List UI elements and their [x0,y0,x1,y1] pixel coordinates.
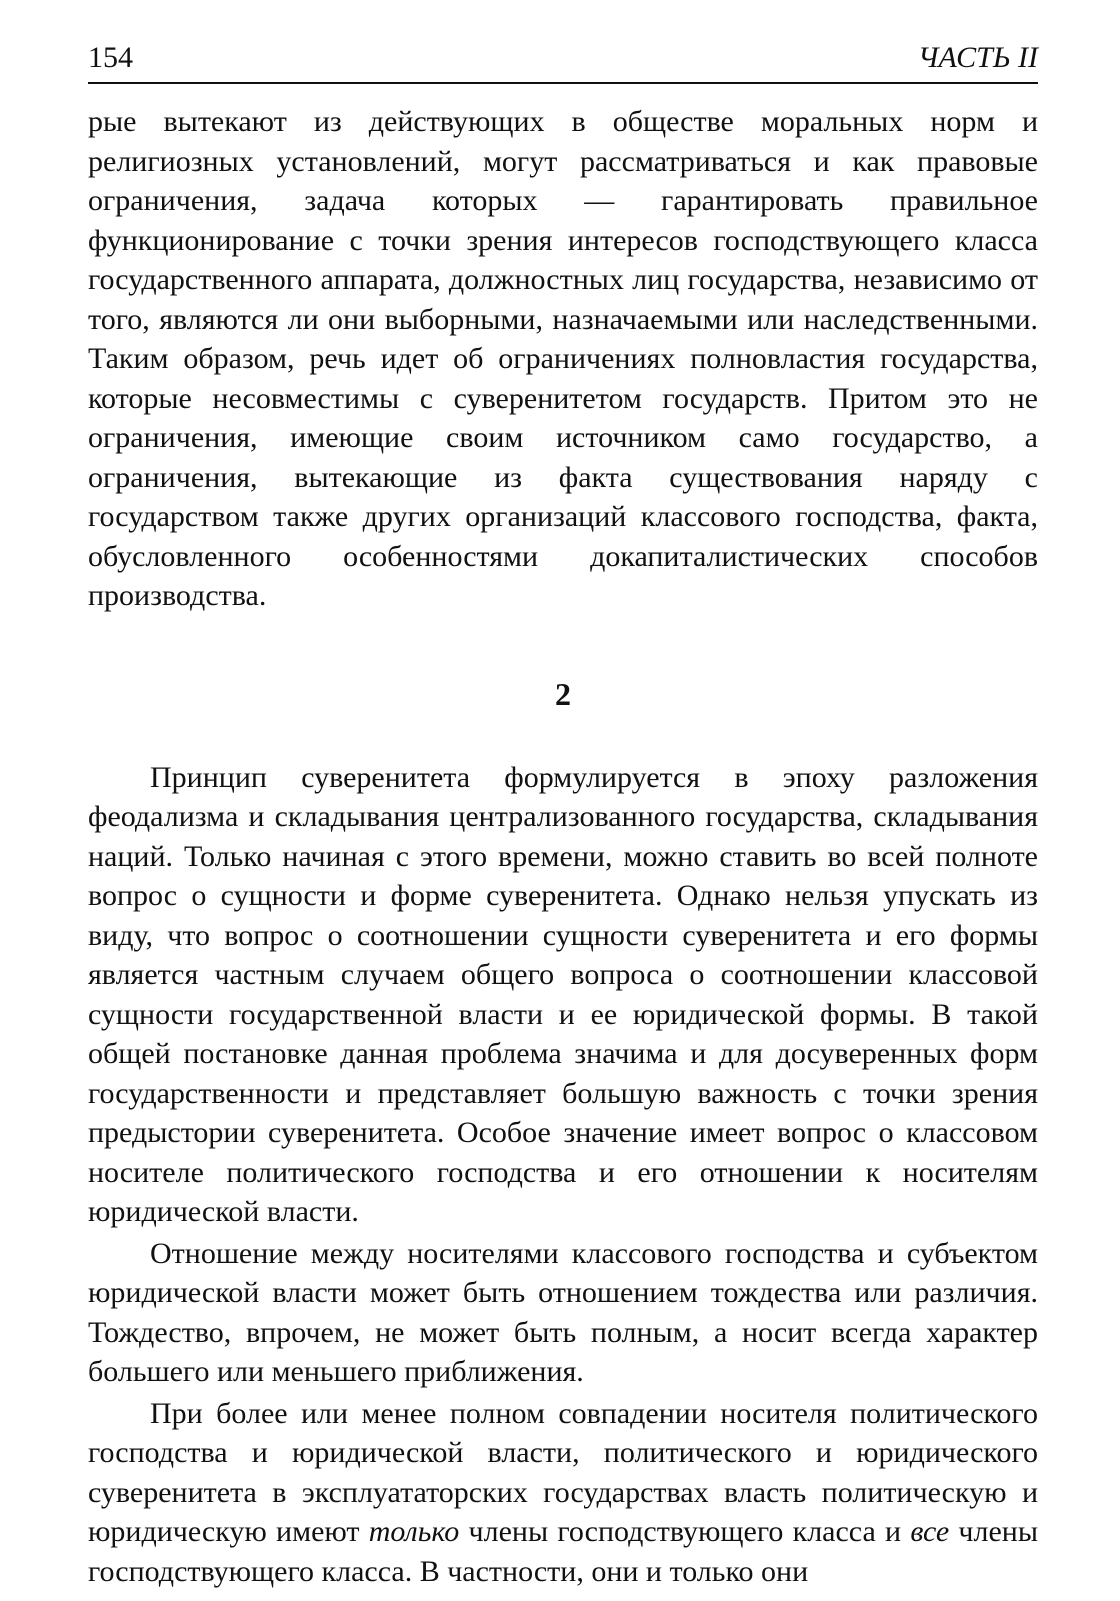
running-section-title: ЧАСТЬ II [917,41,1038,74]
paragraph-text: При более или менее полном совпадении носителя политического господства и юридической власти, политического и юридического суверенитета в эксплуататорских государствах власть политическую и юридическую имеют [88,1396,1038,1548]
paragraph-with-emphasis [88,1394,1038,1592]
paragraph: Принцип суверенитета формулируется в эпоху разложения феодализма и складывания централизованного государства, складывания наций. Только начиная с этого времени, можно ставить во всей полноте вопрос о сущности и форме суверенитета. Однако нельзя упускать из виду, что вопрос о соотношении сущности суверенитета и его формы является частным случаем общего вопроса о соотношении классовой сущности государственной власти и ее юридической формы. В такой общей постановке данная проблема значима и для досуверенных форм государственности и представляет большую важность с точки зрения предыстории суверенитета. Особое значение имеет вопрос о классовом носителе политического господства и его отношении к носителям юридической власти. [88,760,1038,1228]
emphasis-only: только [368,1515,460,1548]
body-text [88,102,1038,1591]
paragraph-text: члены господствующего класса. В частности, они и только они [88,1515,1039,1588]
emphasis-all: все [910,1515,950,1548]
paragraph-continued: рые вытекают из действующих в обществе моральных норм и религиозных установлений, могут рассматриваться и как правовые ограничения, задача которых — гарантировать правильное функционирование с точки зрения интересов господствующего класса государственного аппарата, должностных лиц государства, независимо от того, являются ли они выборными, назначаемыми или наследственными. Таким образом, речь идет об ограничениях полновластия государства, которые несовместимы с суверенитетом государств. Притом это не ограничения, имеющие своим источником само государство, а ограничения, вытекающие из факта существования наряду с государством также других организаций классового господства, факта, обусловленного особенностями докапиталистических способов производства. [88,105,1038,612]
paragraph: Отношение между носителями классового господства и субъектом юридической власти может быть отношением тождества или различия. Тождество, впрочем, не может быть полным, а носит всегда характер большего или меньшего приближения. [88,1236,1038,1388]
running-header [88,40,1038,84]
book-page [88,40,1038,1591]
page-number: 154 [88,41,133,74]
paragraph-text: члены господствующего класса и [459,1515,911,1548]
section-number: 2 [555,675,571,712]
